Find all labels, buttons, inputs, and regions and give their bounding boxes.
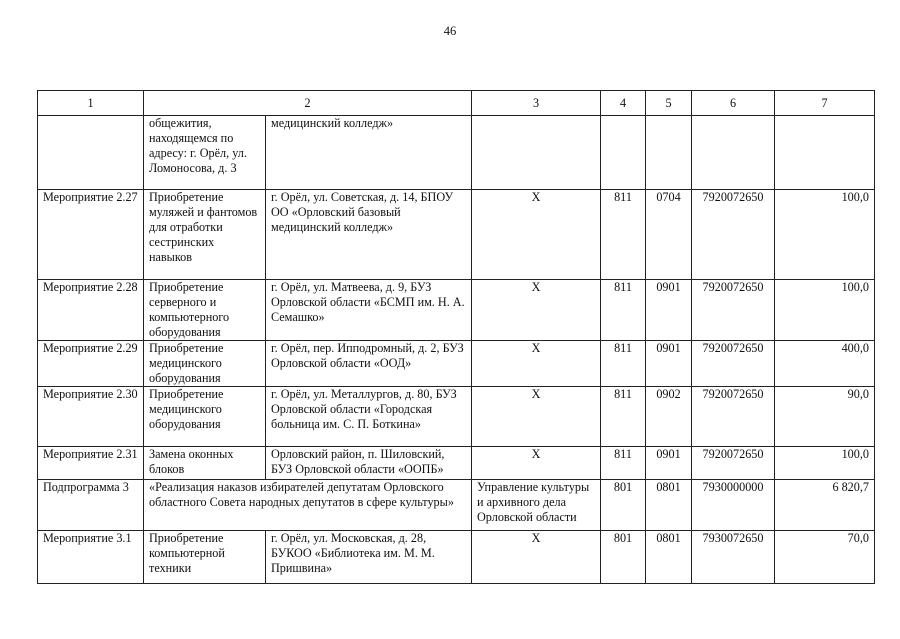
row-grbs: 801 xyxy=(601,531,646,584)
row-grbs: 811 xyxy=(601,387,646,447)
row-address: г. Орёл, ул. Советская, д. 14, БПОУ ОО «Орловский базовый медицинский колледж» xyxy=(266,190,472,280)
row-address: г. Орёл, ул. Московская, д. 28, БУКОО «Библиотека им. М. М. Пришвина» xyxy=(266,531,472,584)
row-name: Приобретение серверного и компьютерного оборудования xyxy=(144,280,266,341)
row-amount: 100,0 xyxy=(775,190,875,280)
row-id: Мероприятие 2.31 xyxy=(38,447,144,480)
row-amount: 70,0 xyxy=(775,531,875,584)
row-address: г. Орёл, ул. Матвеева, д. 9, БУЗ Орловской области «БСМП им. Н. А. Семашко» xyxy=(266,280,472,341)
subprogram-title: «Реализация наказов избирателей депутатам Орловского областного Совета народных депутатов в сфере культуры» xyxy=(144,480,472,531)
row-address: Орловский район, п. Шиловский, БУЗ Орловской области «ООПБ» xyxy=(266,447,472,480)
col-header-3: 3 xyxy=(472,91,601,116)
row-name: Замена оконных блоков xyxy=(144,447,266,480)
row-executor: X xyxy=(472,447,601,480)
row-executor: X xyxy=(472,280,601,341)
row-id: Мероприятие 2.28 xyxy=(38,280,144,341)
row-grbs: 811 xyxy=(601,341,646,387)
row-target xyxy=(692,116,775,190)
subprogram-grbs: 801 xyxy=(601,480,646,531)
subprogram-target: 7930000000 xyxy=(692,480,775,531)
row-target: 7920072650 xyxy=(692,387,775,447)
row-section: 0902 xyxy=(646,387,692,447)
col-header-2: 2 xyxy=(144,91,472,116)
row-amount xyxy=(775,116,875,190)
row-id xyxy=(38,116,144,190)
row-amount: 400,0 xyxy=(775,341,875,387)
row-address: г. Орёл, ул. Металлургов, д. 80, БУЗ Орловской области «Городская больница им. С. П. Боткина» xyxy=(266,387,472,447)
row-target: 7920072650 xyxy=(692,341,775,387)
col-header-7: 7 xyxy=(775,91,875,116)
col-header-5: 5 xyxy=(646,91,692,116)
row-executor: X xyxy=(472,190,601,280)
row-name: Приобретение компьютерной техники xyxy=(144,531,266,584)
row-id: Мероприятие 3.1 xyxy=(38,531,144,584)
row-target: 7920072650 xyxy=(692,190,775,280)
row-id: Мероприятие 2.29 xyxy=(38,341,144,387)
subprogram-section: 0801 xyxy=(646,480,692,531)
table-row xyxy=(38,531,875,584)
col-header-6: 6 xyxy=(692,91,775,116)
row-amount: 90,0 xyxy=(775,387,875,447)
row-name: Приобретение медицинского оборудования xyxy=(144,387,266,447)
row-grbs: 811 xyxy=(601,280,646,341)
table-row xyxy=(38,447,875,480)
row-amount: 100,0 xyxy=(775,447,875,480)
table-row xyxy=(38,341,875,387)
row-target: 7920072650 xyxy=(692,447,775,480)
row-executor: X xyxy=(472,341,601,387)
row-amount: 100,0 xyxy=(775,280,875,341)
row-grbs: 811 xyxy=(601,447,646,480)
row-address: медицинский колледж» xyxy=(266,116,472,190)
row-address: г. Орёл, пер. Ипподромный, д. 2, БУЗ Орловской области «ООД» xyxy=(266,341,472,387)
table-row xyxy=(38,387,875,447)
row-section: 0901 xyxy=(646,341,692,387)
col-header-1: 1 xyxy=(38,91,144,116)
subprogram-amount: 6 820,7 xyxy=(775,480,875,531)
budget-table xyxy=(37,90,875,584)
row-section xyxy=(646,116,692,190)
table-row xyxy=(38,280,875,341)
table-row xyxy=(38,116,875,190)
row-target: 7930072650 xyxy=(692,531,775,584)
row-target: 7920072650 xyxy=(692,280,775,341)
subprogram-row xyxy=(38,480,875,531)
row-section: 0901 xyxy=(646,280,692,341)
row-id: Мероприятие 2.30 xyxy=(38,387,144,447)
row-section: 0801 xyxy=(646,531,692,584)
row-executor: X xyxy=(472,387,601,447)
row-name: Приобретение муляжей и фантомов для отработки сестринских навыков xyxy=(144,190,266,280)
row-section: 0901 xyxy=(646,447,692,480)
row-grbs: 811 xyxy=(601,190,646,280)
col-header-4: 4 xyxy=(601,91,646,116)
header-row xyxy=(38,91,875,116)
subprogram-executor: Управление культуры и архивного дела Орловской области xyxy=(472,480,601,531)
row-executor xyxy=(472,116,601,190)
row-name: Приобретение медицинского оборудования xyxy=(144,341,266,387)
page-number: 46 xyxy=(443,24,457,38)
row-executor: X xyxy=(472,531,601,584)
row-name: общежития, находящемся по адресу: г. Орёл, ул. Ломоносова, д. 3 xyxy=(144,116,266,190)
row-section: 0704 xyxy=(646,190,692,280)
row-id: Мероприятие 2.27 xyxy=(38,190,144,280)
table-row xyxy=(38,190,875,280)
row-grbs xyxy=(601,116,646,190)
subprogram-id: Подпрограмма 3 xyxy=(38,480,144,531)
